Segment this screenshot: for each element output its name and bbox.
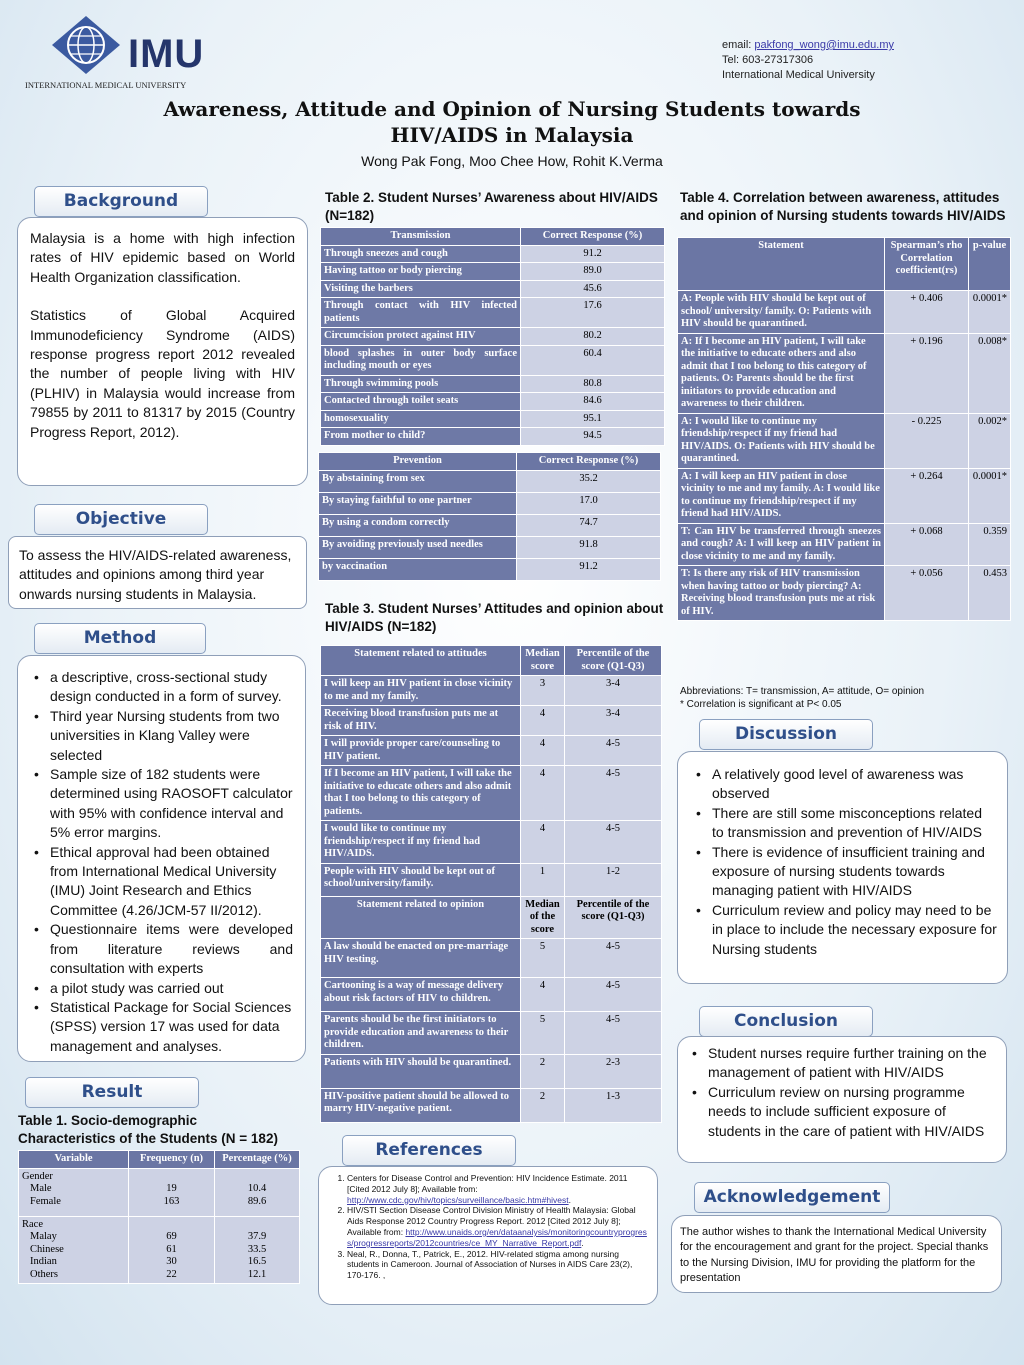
tel-line: Tel: 603-27317306	[722, 54, 814, 66]
method-item: • a pilot study was carried out	[28, 979, 293, 998]
email-line: email: pakfong_wong@imu.edu.my	[722, 39, 894, 51]
table-row: Contacted through toilet seats 84.6	[321, 393, 665, 411]
table-row: Gender Male Female 19 163 10.4 89.6	[19, 1168, 300, 1216]
table-row: Visiting the barbers 45.6	[321, 280, 665, 298]
table-row: A: I will keep an HIV patient in close vicinity to me and my family. A: I would like to continue my friendship/respect if my friend had HIV/AIDS. + 0.264 0.0001*	[678, 468, 1011, 523]
reference-item: 1. Centers for Disease Control and Prevention: HIV Incidence Estimate. 2011 [Cited 2012 July 8]; Available from: http://www.cdc.gov/hiv/topics/surveillance/basic.htm#hivest.	[347, 1173, 647, 1205]
reference-item: 3. Neal, R., Donna, T., Patrick, E., 2012. HIV-related stigma among nursing students in Cameroon. Journal of Association of Nurses in AIDS Care 23(2), 170-176. ,	[347, 1249, 647, 1281]
objective-box	[8, 536, 307, 609]
discussion-item: • There are still some misconceptions related to transmission and prevention of HIV/AIDS	[690, 804, 997, 843]
authors: Wong Pak Fong, Moo Chee How, Rohit K.Verma	[361, 153, 663, 169]
table-row: By abstaining from sex 35.2	[319, 470, 661, 492]
table1-caption: Table 1. Socio-demographic Characteristics of the Students (N = 182)	[18, 1113, 278, 1146]
method-list	[28, 668, 293, 1056]
table2-caption: Table 2. Student Nurses’ Awareness about HIV/AIDS (N=182)	[325, 190, 658, 223]
discussion-heading: Discussion	[699, 719, 873, 750]
table-row: I would like to continue my friendship/respect if my friend had HIV/AIDS. 4 4-5	[321, 821, 662, 864]
discussion-item: • There is evidence of insufficient training and exposure of nursing students towards managing patient with HIV/AIDS	[690, 843, 997, 901]
email-link[interactable]: pakfong_wong@imu.edu.my	[754, 39, 894, 51]
reference-link[interactable]: http://www.cdc.gov/hiv/topics/surveillance/basic.htm#hivest	[347, 1194, 569, 1205]
table-row: blood splashes in outer body surface including mouth or eyes 60.4	[321, 345, 665, 375]
institution-line: International Medical University	[722, 69, 875, 81]
table1-header: Percentage (%)	[215, 1151, 300, 1169]
references-heading: References	[342, 1135, 516, 1166]
table-row: Race Malay Chinese Indian Others 69 61 30 22 37.9 33.5 16.5 12.1	[19, 1216, 300, 1284]
method-item: • Ethical approval had been obtained from International Medical University (IMU) Joint Research and Ethics Committee (4.26/JCM-57 II/2012).	[28, 843, 293, 921]
table-row: Receiving blood transfusion puts me at risk of HIV. 4 3-4	[321, 706, 662, 736]
table-row: Through swimming pools 80.8	[321, 375, 665, 393]
table-row: By staying faithful to one partner 17.0	[319, 492, 661, 514]
table-row: If I become an HIV patient, I will take the initiative to educate others and also admit that I too belong to this category of patients. 4 4-5	[321, 766, 662, 821]
table-row: I will provide proper care/counseling to HIV patient. 4 4-5	[321, 736, 662, 766]
table1-header: Frequency (n)	[129, 1151, 215, 1169]
table-row: Through contact with HIV infected patients 17.6	[321, 298, 665, 328]
method-heading: Method	[34, 623, 206, 654]
background-paragraph-1: Malaysia is a home with high infection rates of HIV epidemic based on World Health Organization classification.	[30, 230, 295, 285]
references-box	[318, 1166, 658, 1305]
background-box	[17, 217, 308, 486]
table-row: Through sneezes and cough 91.2	[321, 245, 665, 263]
method-box	[17, 655, 306, 1062]
table-row: Parents should be the first initiators to provide education and awareness to their children. 5 4-5	[321, 1012, 662, 1055]
background-heading: Background	[34, 186, 208, 217]
result-heading: Result	[25, 1077, 199, 1108]
background-paragraph-2: Statistics of Global Acquired Immunodeficiency Syndrome (AIDS) response progress report 2012 revealed the number of people living with HIV (PLHIV) in Malaysia would increase from 79855 by 2011 to 81317 by 2015 (Country Progress Report, 2012).	[30, 307, 295, 440]
globe-icon	[50, 14, 122, 76]
conclusion-box	[677, 1036, 1007, 1163]
reference-link[interactable]: http://www.unaids.org/en/dataanalysis/monitoringcountryprogress/progressreports/2012countries/ce_MY_Narrative_Report.pdf	[347, 1226, 647, 1248]
table-row: Patients with HIV should be quarantined. 2 2-3	[321, 1054, 662, 1088]
table3-caption: Table 3. Student Nurses’ Attitudes and opinion about HIV/AIDS (N=182)	[325, 601, 664, 634]
discussion-item: • A relatively good level of awareness was observed	[690, 765, 997, 804]
table-row: A: I would like to continue my friendship/respect if my friend had HIV/AIDS. O: Patients with HIV should be quarantined. - 0.225 0.002*	[678, 413, 1011, 468]
table-row: Having tattoo or body piercing 89.0	[321, 263, 665, 281]
conclusion-heading: Conclusion	[699, 1006, 873, 1037]
table-row: I will keep an HIV patient in close vicinity to me and my family. 3 3-4	[321, 676, 662, 706]
acknowledgement-text: The author wishes to thank the International Medical University for the encouragement and grant for the project. Special thanks to the Nursing Division, IMU for providing the platform for the presentation	[680, 1226, 989, 1284]
table-row: Cartooning is a way of message delivery about risk factors of HIV to children. 4 4-5	[321, 978, 662, 1012]
table-row: T: Is there any risk of HIV transmission when having tattoo or body piercing? A: Receiving blood transfusion puts me at risk of HIV. + 0.056 0.453	[678, 566, 1011, 621]
table2-prevention: Prevention Correct Response (%) By abstaining from sex 35.2 By staying faithful to one partner 17.0 By using a condom correctly 74.7 By avoiding previously used needles 91.8 by vaccination 91.2	[318, 452, 661, 581]
table-row: homosexuality 95.1	[321, 410, 665, 428]
table-row: People with HIV should be kept out of school/university/family. 1 1-2	[321, 863, 662, 896]
acknowledgement-box	[671, 1215, 1002, 1293]
table-row: By using a condom correctly 74.7	[319, 514, 661, 536]
discussion-item: • Curriculum review and policy may need to be in place to include the necessary exposure for Nursing students	[690, 901, 997, 959]
conclusion-item: • Student nurses require further training on the management of patient with HIV/AIDS	[686, 1044, 996, 1083]
gender-label: Gender	[22, 1170, 53, 1182]
table4-caption: Table 4. Correlation between awareness, attitudes and opinion of Nursing students towards HIV/AIDS	[680, 190, 1006, 223]
table-row: T: Can HIV be transferred through sneezes and cough? A: I will keep an HIV patient in close vicinity to me and my family. + 0.068 0.359	[678, 523, 1011, 566]
poster-title: Awareness, Attitude and Opinion of Nursing Students towards HIV/AIDS in Malaysia	[163, 97, 861, 147]
table-row: A: People with HIV should be kept out of school/ university/ family. O: Patients with HIV should be quarantined. + 0.406 0.0001*	[678, 291, 1011, 334]
acknowledgement-heading: Acknowledgement	[694, 1182, 890, 1213]
table-row: Circumcision protect against HIV 80.2	[321, 328, 665, 346]
table4-correlation: Statement Spearman’s rho Correlation coefficient(rs) p-value A: People with HIV should be kept out of school/ university/ family. O: Patients with HIV should be quarantined. + 0.406 0.0001* A: If I become an HIV patient, I will take the initiative to educate others and also admit that I too belong to this category of patients. O: Parents should be the first initiators to provide education and awareness to their children. + 0.196 0.008* A: I would like to continue my friendship/respect if my friend had HIV/AIDS. O: Patients with HIV should be quarantined. - 0.225 0.002* A: I will keep an HIV patient in close vicinity to me and my family. A: I would like to continue my friendship/respect if my friend had HIV/AIDS. + 0.264 0.0001* T: Can HIV be transferred through sneezes and cough? A: I will keep an HIV patient in close vicinity to me and my family. + 0.068 0.359 T: Is there any risk of HIV transmission when having tattoo or body piercing? A: Receiving blood transfusion puts me at risk of HIV. + 0.056 0.453	[677, 237, 1011, 621]
discussion-list	[690, 765, 997, 959]
logo-wordmark: IMU	[128, 32, 205, 76]
table4-footnote: Abbreviations: T= transmission, A= attitude, O= opinion * Correlation is significant at P< 0.05	[680, 686, 925, 710]
contact-info	[722, 38, 894, 83]
logo-subtitle: INTERNATIONAL MEDICAL UNIVERSITY	[25, 80, 187, 90]
discussion-box	[677, 751, 1008, 984]
imu-logo	[25, 14, 220, 92]
method-item: • Statistical Package for Social Sciences (SPSS) version 17 was used for data management and analyses.	[28, 998, 293, 1056]
table-row: by vaccination 91.2	[319, 558, 661, 580]
table-row: By avoiding previously used needles 91.8	[319, 536, 661, 558]
table2-transmission: Transmission Correct Response (%) Through sneezes and cough 91.2 Having tattoo or body piercing 89.0 Visiting the barbers 45.6 Through contact with HIV infected patients 17.6 Circumcision protect against HIV 80.2 blood splashes in outer body surface including mouth or eyes 60.4 Through swimming pools 80.8 Contacted through toilet seats 84.6 homosexuality 95.1 From mother to child? 94.5	[320, 227, 665, 446]
references-list	[327, 1173, 647, 1281]
table1-sociodemographic	[18, 1150, 300, 1284]
table1-header: Variable	[19, 1151, 129, 1169]
table-row: A: If I become an HIV patient, I will take the initiative to educate others and also admit that I too belong to this category of patients. O: Parents should be the first initiators to provide education and awareness to their children. + 0.196 0.008*	[678, 333, 1011, 413]
objective-text: To assess the HIV/AIDS-related awareness, attitudes and opinions among third year onwards nursing students in Malaysia.	[19, 547, 292, 602]
reference-item: 2. HIV/STI Section Disease Control Division Ministry of Health Malaysia: Global Aids Response 2012 Country Progress Report. 2012 [Cited 2012 July 8]; Available from: http://www.unaids.org/en/dataanalysis/monitoringcountryprogress/progressreports/2012countries/ce_MY_Narrative_Report.pdf.	[347, 1205, 647, 1248]
method-item: • Third year Nursing students from two universities in Klang Valley were selected	[28, 707, 293, 765]
method-item: • Questionnaire items were developed from literature reviews and consultation with experts	[28, 920, 293, 978]
race-label: Race	[22, 1218, 43, 1230]
table3-attitudes: Statement related to attitudes Median score Percentile of the score (Q1-Q3) I will keep an HIV patient in close vicinity to me and my family. 3 3-4 Receiving blood transfusion puts me at risk of HIV. 4 3-4 I will provide proper care/counseling to HIV patient. 4 4-5 If I become an HIV patient, I will take the initiative to educate others and also admit that I too belong to this category of patients. 4 4-5 I would like to continue my friendship/respect if my friend had HIV/AIDS. 4 4-5 People with HIV should be kept out of school/university/family. 1 1-2 Statement related to opinion Median of the score Percentile of the score (Q1-Q3) A law should be enacted on pre-marriage HIV testing. 5 4-5 Cartooning is a way of message delivery about risk factors of HIV to children. 4 4-5 Parents should be the first initiators to provide education and awareness to their children. 5 4-5 Patients with HIV should be quarantined. 2 2-3 HIV-positive patient should be allowed to marry HIV-negative patient. 2 1-3	[320, 645, 662, 1123]
method-item: • a descriptive, cross-sectional study design conducted in a form of survey.	[28, 668, 293, 707]
table-row: HIV-positive patient should be allowed to marry HIV-negative patient. 2 1-3	[321, 1088, 662, 1122]
method-item: • Sample size of 182 students were determined using RAOSOFT calculator with 95% with confidence interval and 5% error margins.	[28, 765, 293, 843]
conclusion-list	[686, 1044, 996, 1141]
conclusion-item: • Curriculum review on nursing programme needs to include sufficient exposure of students in the care of patient with HIV/AIDS	[686, 1083, 996, 1141]
table-row: From mother to child? 94.5	[321, 428, 665, 446]
objective-heading: Objective	[34, 504, 208, 535]
table-row: A law should be enacted on pre-marriage HIV testing. 5 4-5	[321, 939, 662, 978]
